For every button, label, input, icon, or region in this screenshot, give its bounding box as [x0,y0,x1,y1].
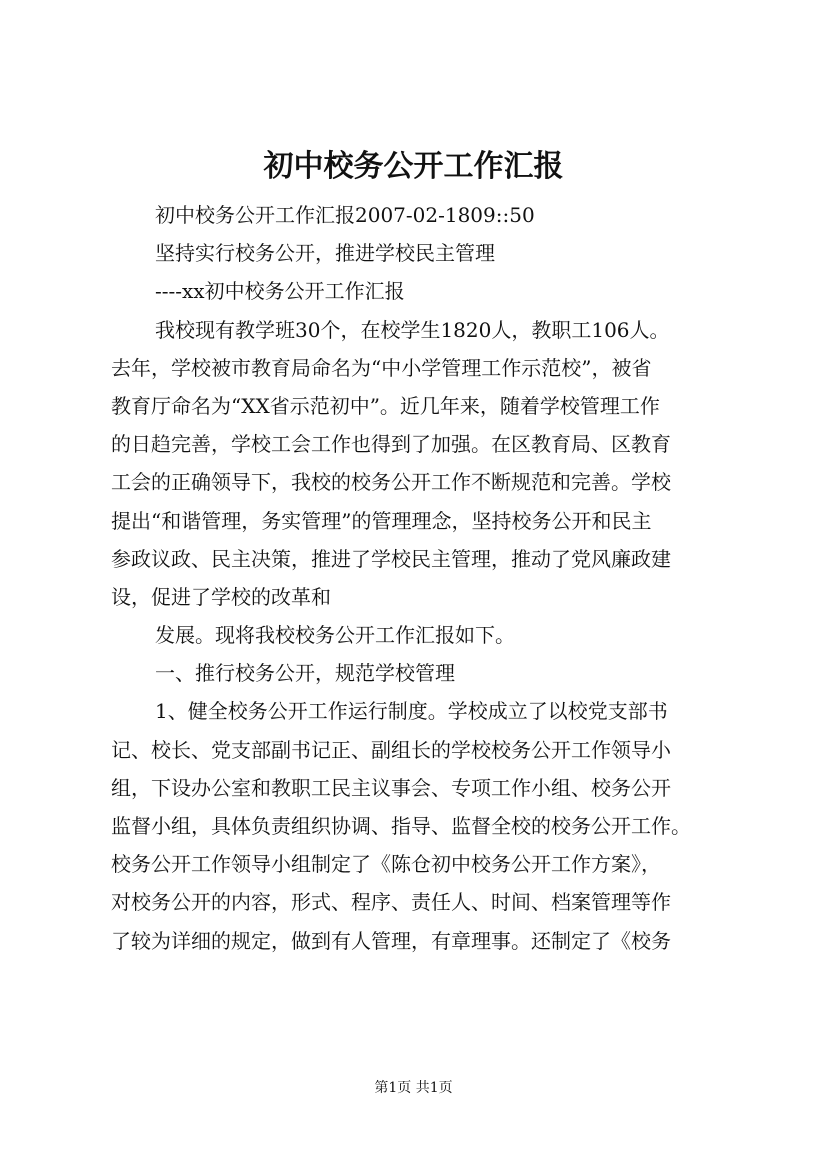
document-line: 参政议政、民主决策，推进了学校民主管理，推动了党风廉政建 [111,546,671,571]
document-line: 去年，学校被市教育局命名为“中小学管理工作示范校”，被省 [111,355,652,380]
document-line: 的日趋完善，学校工会工作也得到了加强。在区教育局、区教育 [111,432,671,457]
document-line: 1、健全校务公开工作运行制度。学校成立了以校党支部书 [155,699,668,724]
document-line: 设，促进了学校的改革和 [111,584,331,609]
document-line: 发展。现将我校校务公开工作汇报如下。 [155,623,515,648]
document-line: 组，下设办公室和教职工民主议事会、专项工作小组、校务公开 [111,775,671,800]
document-line: 初中校务公开工作汇报2007-02-1809::50 [155,203,535,227]
document-line: 了较为详细的规定，做到有人管理，有章理事。还制定了《校务 [111,928,671,953]
document-line: 一、推行校务公开，规范学校管理 [155,661,455,686]
document-line: ----xx初中校务公开工作汇报 [155,279,405,304]
document-body [111,196,717,960]
document-line: 我校现有教学班30个，在校学生1820人，教职工106人。 [155,317,670,342]
document-line: 教育厅命名为“XX省示范初中”。近几年来，随着学校管理工作 [111,393,660,418]
document-line: 监督小组，具体负责组织协调、指导、监督全校的校务公开工作。 [111,814,691,838]
document-line: 校务公开工作领导小组制定了《陈仓初中校务公开工作方案》， [111,852,661,877]
document-line: 提出“和谐管理，务实管理”的管理理念，坚持校务公开和民主 [111,508,652,533]
document-line: 坚持实行校务公开，推进学校民主管理 [155,241,495,266]
document-line: 工会的正确领导下，我校的校务公开工作不断规范和完善。学校 [111,470,671,495]
document-line: 对校务公开的内容，形式、程序、责任人、时间、档案管理等作 [111,890,671,915]
document-line: 记、校长、党支部副书记正、副组长的学校校务公开工作领导小 [111,737,671,762]
page-footer: 第1页 共1页 [374,1080,453,1096]
document-title: 初中校务公开工作汇报 [263,149,564,184]
